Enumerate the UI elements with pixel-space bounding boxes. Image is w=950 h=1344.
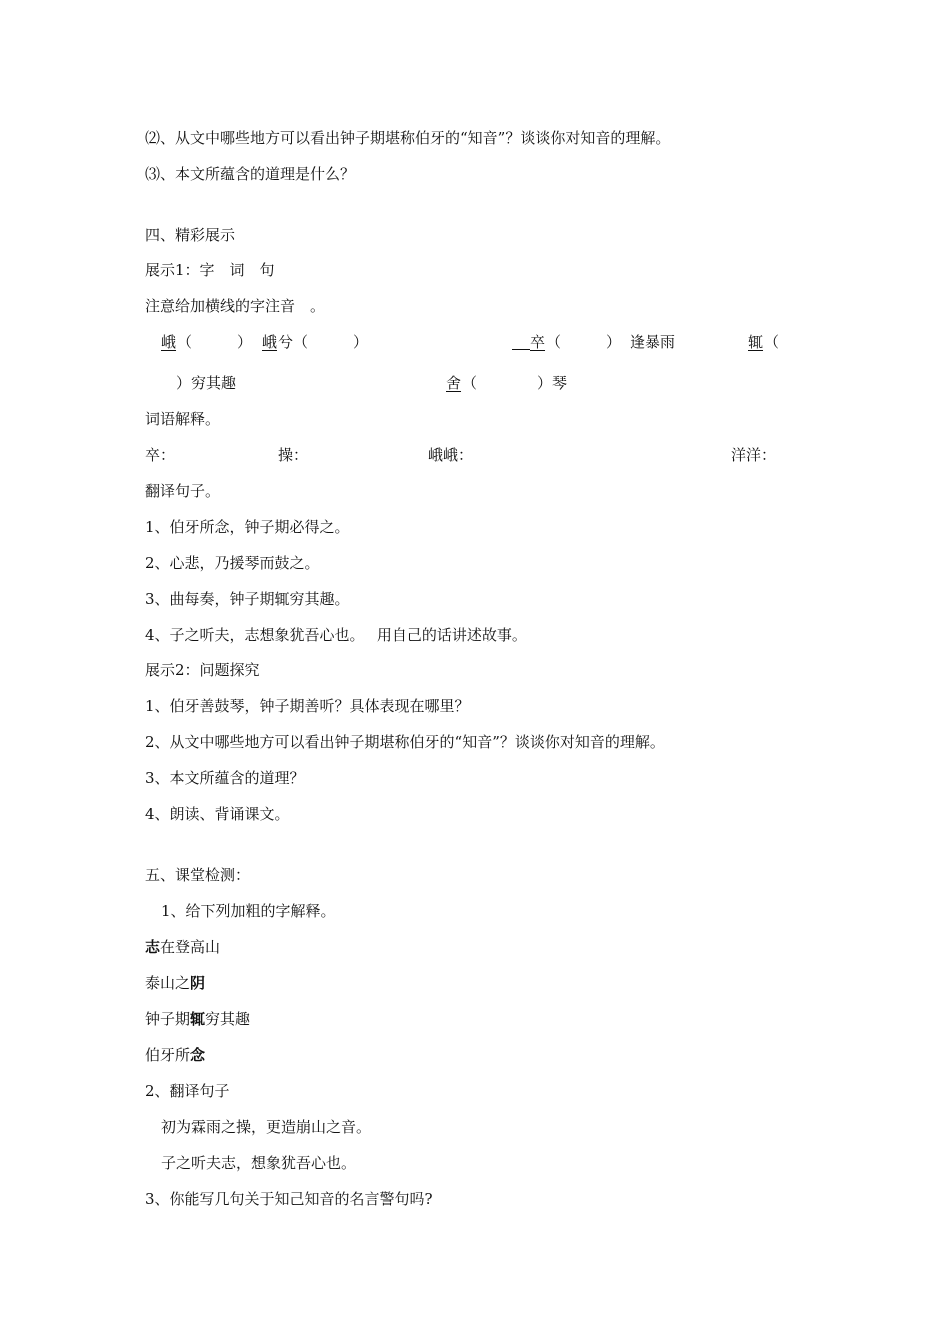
pinyin-item3-rest: 逢暴雨 xyxy=(630,333,676,351)
bold-char: 志 xyxy=(145,938,161,956)
check2-item: 子之听夫志，想象犹吾心也。 xyxy=(161,1154,357,1172)
pinyin-item5-paren: （ ）琴 xyxy=(462,374,568,392)
question-item: 2、从文中哪些地方可以看出钟子期堪称伯牙的“知音”？谈谈你对知音的理解。 xyxy=(145,733,665,751)
q2-line: ⑵、从文中哪些地方可以看出钟子期堪称伯牙的“知音”？谈谈你对知音的理解。 xyxy=(145,129,671,147)
pinyin-item4-cont: ）穷其趣 xyxy=(176,374,237,392)
sentence-item: 1、伯牙所念，钟子期必得之。 xyxy=(145,518,350,536)
bold-char: 辄 xyxy=(190,1010,206,1028)
check1-item: 钟子期辄穷其趣 xyxy=(145,1010,251,1028)
bold-char: 念 xyxy=(190,1046,206,1064)
show1-title: 展示1：字 词 句 xyxy=(145,261,275,279)
check1-item: 伯牙所念 xyxy=(145,1046,206,1064)
pinyin-item3-underline xyxy=(512,332,530,350)
question-item: 4、朗读、背诵课文。 xyxy=(145,805,290,823)
translate-title: 翻译句子。 xyxy=(145,482,221,500)
word-item: 操： xyxy=(278,446,309,464)
pinyin-item5-char: 舍 xyxy=(446,374,462,392)
word-explanation-title: 词语解释。 xyxy=(145,410,221,428)
pinyin-item1-char: 峨 xyxy=(161,333,177,351)
section-5-title: 五、课堂检测： xyxy=(145,866,251,884)
pinyin-item2-char: 峨 xyxy=(262,333,278,351)
sentence-item: 4、子之听夫，志想象犹吾心也。 用自己的话讲述故事。 xyxy=(145,626,527,644)
section-4-title: 四、精彩展示 xyxy=(145,226,236,244)
show2-title: 展示2：问题探究 xyxy=(145,661,260,679)
check2-title: 2、翻译句子 xyxy=(145,1082,230,1100)
pinyin-item4-paren: （ xyxy=(764,333,780,351)
check1-item: 泰山之阴 xyxy=(145,974,206,992)
pinyin-note: 注意给加横线的字注音 。 xyxy=(145,297,326,315)
pinyin-item3-paren: （ ） xyxy=(546,333,622,351)
question-item: 1、伯牙善鼓琴，钟子期善听？具体表现在哪里？ xyxy=(145,697,470,715)
sentence-item: 2、心悲，乃援琴而鼓之。 xyxy=(145,554,320,572)
check1-title: 1、给下列加粗的字解释。 xyxy=(161,902,336,920)
check3-title: 3、你能写几句关于知己知音的名言警句吗? xyxy=(145,1190,433,1208)
pinyin-item3-char: 卒 xyxy=(530,333,546,351)
question-item: 3、本文所蕴含的道理？ xyxy=(145,769,305,787)
bold-char: 阴 xyxy=(190,974,206,992)
word-item: 卒： xyxy=(145,446,176,464)
q3-line: ⑶、本文所蕴含的道理是什么？ xyxy=(145,165,356,183)
word-item: 峨峨： xyxy=(428,446,474,464)
check1-item: 志在登高山 xyxy=(145,938,221,956)
pinyin-item1-paren: （ ） xyxy=(177,333,253,351)
word-item: 洋洋： xyxy=(731,446,777,464)
pinyin-item2-rest: 兮（ ） xyxy=(278,333,369,351)
sentence-item: 3、曲每奏，钟子期辄穷其趣。 xyxy=(145,590,350,608)
check2-item: 初为霖雨之操，更造崩山之音。 xyxy=(161,1118,372,1136)
pinyin-item4-char: 辄 xyxy=(748,333,764,351)
